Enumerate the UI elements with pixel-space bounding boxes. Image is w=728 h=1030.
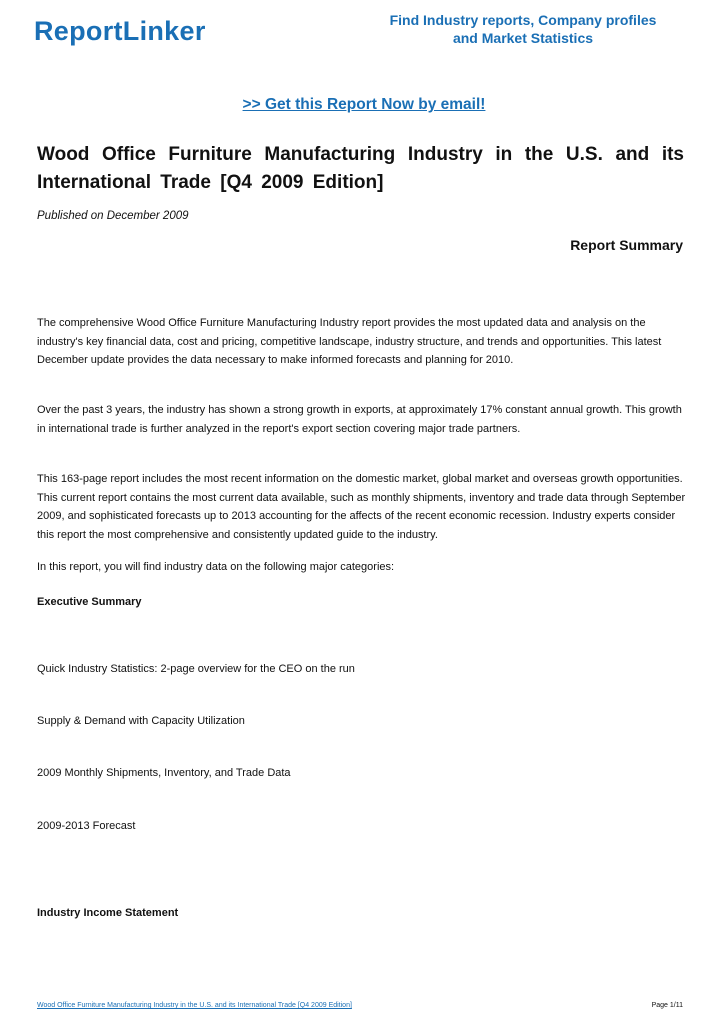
summary-paragraph-2: Over the past 3 years, the industry has shown a strong growth in exports, at approximately 17% constant annual growth. This growth in international trade is further analyzed in the report's export section covering major trade partners. <box>37 404 682 435</box>
category-quick-industry-statistics: Quick Industry Statistics: 2-page overview for the CEO on the run <box>37 663 355 675</box>
tagline-line-2: and Market Statistics <box>452 30 594 46</box>
published-date: Published on December 2009 <box>37 210 189 222</box>
header-tagline <box>388 11 658 47</box>
tagline-line-1: Find Industry reports, Company profiles <box>389 12 657 28</box>
report-summary-heading: Report Summary <box>570 237 683 253</box>
summary-paragraph-3: This 163-page report includes the most recent information on the domestic market, global market and overseas growth opportunities. This current report contains the most current data available, such as monthly shipments, inventory and trade data through September 2009, and sophisticated forecasts up to 2013 accounting for the affects of the recent economic recession. Industry experts consider this report the most comprehensive and consistently updated guide to the industry. <box>37 473 686 541</box>
category-executive-summary: Executive Summary <box>37 596 142 608</box>
category-forecast: 2009-2013 Forecast <box>37 820 136 832</box>
summary-paragraph-4: In this report, you will find industry data on the following major categories: <box>37 561 395 573</box>
footer-report-link[interactable]: Wood Office Furniture Manufacturing Industry in the U.S. and its International Trade [Q4 2009 Edition] <box>37 1002 352 1009</box>
summary-paragraph-1: The comprehensive Wood Office Furniture Manufacturing Industry report provides the most updated data and analysis on the industry's key financial data, cost and pricing, competitive landscape, industry structure, and trends and opportunities. This latest December update provides the data necessary to make informed forecasts and planning for 2010. <box>37 317 662 366</box>
category-income-statement: Industry Income Statement <box>37 907 179 919</box>
reportlinker-logo[interactable]: ReportLinker <box>34 16 206 46</box>
page-number: Page 1/11 <box>651 1002 683 1009</box>
get-report-email-link[interactable]: >> Get this Report Now by email! <box>242 96 486 113</box>
report-title: Wood Office Furniture Manufacturing Industry in the U.S. and its International Trade [Q4 2009 Edition] <box>37 144 684 193</box>
category-supply-demand: Supply & Demand with Capacity Utilization <box>37 715 245 727</box>
category-monthly-shipments: 2009 Monthly Shipments, Inventory, and Trade Data <box>37 767 291 779</box>
